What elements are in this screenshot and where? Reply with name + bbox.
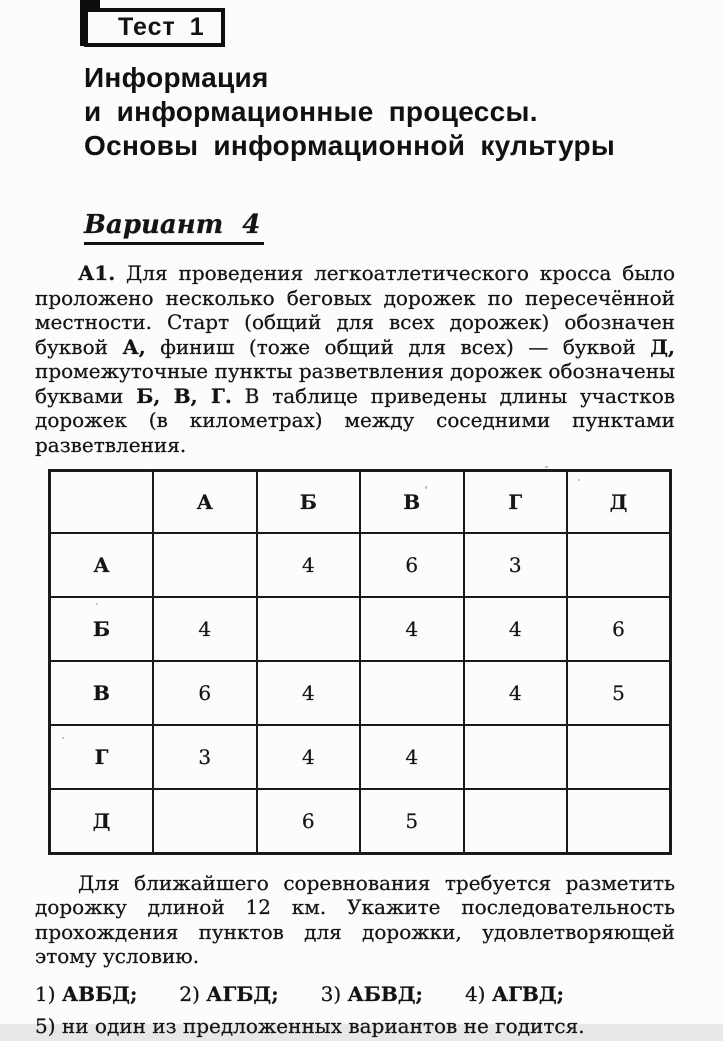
cell-v-v [360,661,464,725]
badge-label: Тест 1 [84,8,225,47]
col-header-b: Б [257,471,361,534]
row-header-g: Г [50,725,154,789]
table-row-b [50,597,671,661]
cell-a-v: 6 [360,533,464,597]
scan-speckle [545,466,548,468]
option-3-value: АБВД; [347,981,423,1006]
doc-title [84,61,683,163]
scan-speckle [425,486,427,489]
col-header-a: А [153,471,257,534]
question-paragraph: Для ближайшего соревнования требуется разметить дорожку длиной 12 км. Укажите последовательность прохождения пунктов для дорожки, удовлетворяющей этому условию. [35,870,675,968]
answer-option-1 [35,979,137,1009]
cell-b-v: 4 [360,597,464,661]
option-1-value: АВБД; [61,981,138,1006]
scan-speckle [150,470,152,472]
cell-b-g: 4 [464,597,568,661]
option-1-number: 1) [35,981,56,1006]
option-4-number: 4) [464,981,486,1006]
problem-number: А1. [78,261,116,285]
option-5-number: 5) [35,1013,56,1038]
cell-b-b [257,597,361,661]
row-header-a: А [50,533,154,597]
cell-d-g [464,789,568,853]
problem-text-4: В таблице приведены длины участков дорожек (в километрах) между соседними пунктами разветвления. [35,383,675,457]
distance-table [48,469,672,855]
test-badge [84,8,225,47]
problem-text-3: промежуточные пункты разветвления дорожек обозначены буквами [35,359,675,408]
cell-v-g: 4 [464,661,568,725]
option-5-value: ни один из предложенных вариантов не годится. [61,1013,585,1038]
answer-option-5 [35,1011,675,1041]
cell-a-g: 3 [464,533,568,597]
option-3-number: 3) [320,981,342,1006]
col-header-g: Г [464,471,568,534]
problem-paragraph [35,261,675,457]
point-a: А, [122,334,146,359]
scan-speckle [578,479,580,481]
cell-a-d [567,533,671,597]
option-4-value: АГВД; [491,981,564,1006]
table-row-g [50,725,671,789]
option-2-number: 2) [179,981,200,1006]
scan-speckle [62,737,64,739]
scan-speckle [96,603,98,605]
answer-option-3 [321,979,423,1009]
cell-g-v: 4 [360,725,464,789]
table-row-d [50,789,671,853]
cell-d-a [153,789,257,853]
answer-option-4 [465,979,564,1009]
corner-cell [50,471,154,534]
title-line-1: Информация [84,62,269,93]
points-bvg: Б, В, Г. [136,383,232,408]
cell-a-a [153,533,257,597]
title-line-3: Основы информационной культуры [84,130,616,161]
cell-g-d [567,725,671,789]
cell-b-a: 4 [153,597,257,661]
cell-g-a: 3 [153,725,257,789]
title-line-2: и информационные процессы. [84,96,538,127]
answer-options-row [35,979,675,1009]
col-header-v: В [360,471,464,534]
cell-g-g [464,725,568,789]
cell-d-b: 6 [257,789,361,853]
variant-heading [84,211,723,245]
row-header-d: Д [50,789,154,853]
cell-v-a: 6 [153,661,257,725]
table-row-a [50,533,671,597]
problem-text-1: Для проведения легкоатлетического кросса было проложено несколько беговых дорожек по пересечённой местности. Старт (общий для всех дорожек) обозначен буквой [35,261,675,359]
cell-b-d: 6 [567,597,671,661]
cell-v-d: 5 [567,661,671,725]
col-header-d: Д [567,471,671,534]
cell-d-d [567,789,671,853]
cell-a-b: 4 [257,533,361,597]
row-header-v: В [50,661,154,725]
cell-v-b: 4 [257,661,361,725]
table-row-v [50,661,671,725]
point-d: Д, [650,334,675,359]
cell-g-b: 4 [257,725,361,789]
row-header-b: Б [50,597,154,661]
answer-option-2 [179,979,278,1009]
variant-label: Вариант 4 [84,211,264,245]
cell-d-v: 5 [360,789,464,853]
option-2-value: АГБД; [206,981,279,1006]
problem-text-2: финиш (тоже общий для всех) — буквой [160,334,636,359]
